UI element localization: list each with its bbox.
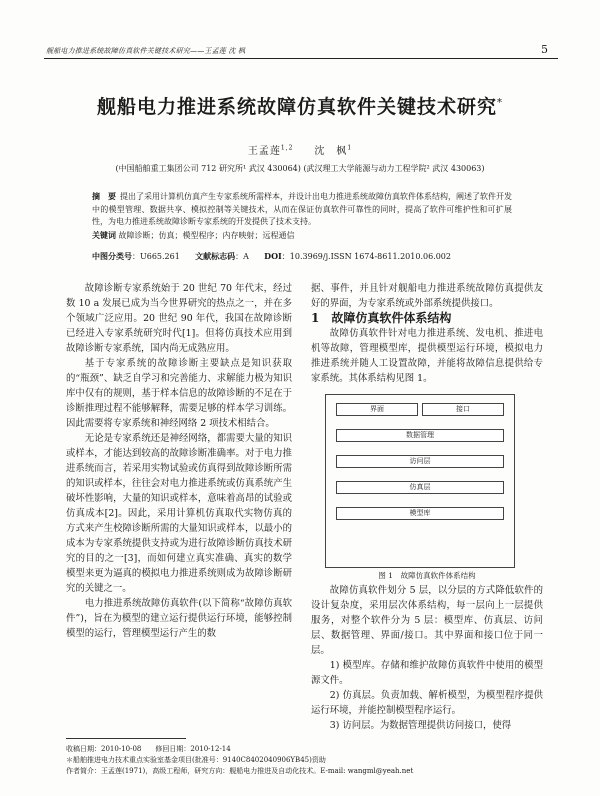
body-paragraph: 据、事件，并且针对舰船电力推进系统故障仿真提供友好的界面，为专家系统或外部系统提供接口。 (311, 283, 543, 309)
left-column (66, 281, 292, 641)
author-affil-mark: 1,2 (280, 144, 294, 152)
figure-box-model-library: 模型库 (336, 507, 504, 520)
author-line (0, 142, 600, 157)
clc-value: U665.261 (140, 252, 180, 261)
footnotes (66, 744, 546, 777)
keywords-text: 故障诊断；仿真；模型程序；内存映射；远程通信 (118, 231, 295, 240)
figure-caption: 图 1 故障仿真软件体系结构 (378, 571, 476, 580)
footnote-rule (66, 738, 186, 739)
abstract (92, 190, 512, 229)
body-paragraph: 故障诊断专家系统始于 20 世纪 70 年代末，经过数 10 a 发展已成为当今世界研究的热点之一，并在多个领域广泛应用。20 世纪 90 年代，我国在故障诊断已经进入专家系统研究时代[1]。但将仿真技术应用到故障诊断专家系统，国内尚无成熟应用。 (66, 283, 292, 354)
body-paragraph: 无论是专家系统还是神经网络，都需要大量的知识或样本，才能达到较高的故障诊断准确率。对于电力推进系统而言，若采用实物试验或仿真得到故障诊断所需的知识或样本，往往会对电力推进系统或仿真系统产生破坏性影响，大量的知识或样本，意味着高昂的试验或仿真成本[2]。因此，采用计算机仿真取代实物仿真的方式来产生校障诊断所需的大量知识或样本，以最小的成本为专家系统提供支持或为进行故障诊断仿真技术研究的目的之一[3]，而如何建立真实准确、真实的数学模型来更为逼真的模拟电力推进系统则成为故障诊断研究的关键之一。 (66, 433, 292, 594)
figure-box-data-management: 数据管理 (336, 429, 504, 442)
paper-title (0, 92, 600, 119)
running-head: 舰船电力推进系统故障仿真软件关键技术研究——王孟莲 沈 枫 (46, 47, 246, 55)
page-number: 5 (541, 43, 548, 56)
title-text: 舰船电力推进系统故障仿真软件关键技术研究 (96, 96, 497, 118)
footnote-author-bio: 作者简介：王孟莲(1971)，高级工程师，研究方向：舰船电力推进及自动化技术。E-mail: wangml@yeah.net (66, 767, 414, 775)
list-item: 2) 仿真层。负责加载、解析模型，为模型程序提供运行环境，并能控制模型程序运行。 (311, 690, 543, 716)
body-paragraph: 故障仿真软件划分 5 层，以分层的方式降低软件的设计复杂度，采用层次体系结构，每一层向上一层提供服务，对整个软件分为 5 层：模型库、仿真层、访问层、数据管理、界面/接口。其中界面和接口位于同一层。 (311, 585, 543, 656)
abstract-text: 提出了采用计算机仿真产生专家系统所需样本，并设计出电力推进系统故障仿真软件体系结构，阐述了软件开发中的模型管理、数据共享、模拟控制等关键技术，从而在保证仿真软件可靠性的同时，提高了软件可维护性和可扩展性，为电力推进系统故障诊断专家系统的开发提供了技术支持。 (92, 192, 512, 226)
figure-box-simulation-layer: 仿真层 (336, 481, 504, 494)
list-item: 1) 模型库。存储和维护故障仿真软件中使用的模型源文件。 (311, 660, 543, 686)
list-item: 3) 访问层。为数据管理提供访问接口，使得 (329, 720, 512, 731)
clc-label: 中图分类号 (92, 251, 132, 261)
doi-value: 10.3969/j.ISSN 1674-8611.2010.06.002 (289, 252, 451, 261)
doc-code-value: A (243, 252, 249, 261)
header-rule (44, 58, 558, 59)
abstract-label: 摘 要 (92, 191, 116, 201)
keywords-label: 关键词 (92, 230, 116, 240)
keywords (92, 229, 512, 242)
author-affil-mark: 1 (347, 144, 353, 152)
figure-box-interface: 界面 (336, 403, 418, 416)
doc-code-label: 文献标志码 (195, 251, 236, 261)
body-paragraph: 故障仿真软件针对电力推进系统、发电机、推进电机等故障，管理模型库，提供模型运行环境，模拟电力推进系统并随人工设置故障，并能将故障信息提供给专家系统。其体系结构见图 1。 (311, 328, 543, 384)
body-paragraph: 电力推进系统故障仿真软件(以下简称“故障仿真软件”)，旨在为模型的建立运行提供运行环境，能够控制模型的运行，管理模型运行产生的数 (66, 598, 292, 639)
doi-label: DOI (264, 251, 282, 261)
body-paragraph: 基于专家系统的故障诊断主要缺点是知识获取的“瓶颈”、缺乏自学习和完善能力、求解能力极为知识库中仅有的规则，基于样本信息的故障诊断的不足在于诊断推理过程不能够解释，需要足够的样本学习训练。因此需要将专家系统和神经网络 2 项技术相结合。 (66, 358, 292, 429)
author-name: 王孟莲 (247, 146, 281, 157)
affiliation: (中国船舶重工集团公司 712 研究所¹ 武汉 430064) (武汉理工大学能源与动力工程学院² 武汉 430063) (115, 164, 485, 173)
architecture-figure (325, 394, 515, 568)
title-footnote-mark: * (497, 97, 503, 109)
classification-line: 中图分类号：U665.261 文献标志码：A DOI：10.3969/j.ISSN 1674-8611.2010.06.002 (92, 251, 451, 261)
footnote-funding: ＊船舶推进电力技术重点实验室基金项目(批准号：9140C8402040906YB45)资助 (66, 756, 326, 764)
section-heading: 1 故障仿真软件体系结构 (311, 311, 452, 325)
figure-box-api: 接口 (422, 403, 504, 416)
footnote-dates: 收稿日期：2010-10-08 修回日期：2010-12-14 (66, 745, 231, 753)
figure-box-access-layer: 访问层 (336, 455, 504, 468)
right-column (311, 281, 543, 733)
author-name: 沈 枫 (314, 146, 348, 157)
